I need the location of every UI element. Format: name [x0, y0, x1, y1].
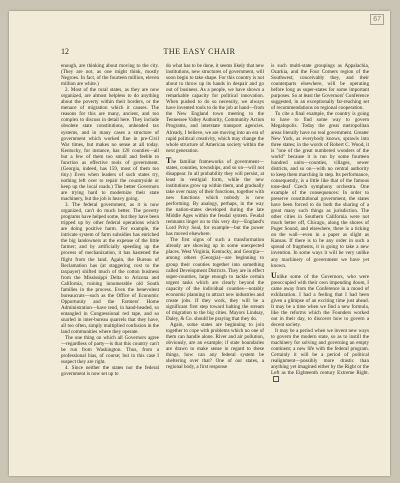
archive-folio-mark: 67 [370, 14, 384, 25]
paragraph-with-dropcap [271, 270, 369, 328]
text-column-3 [271, 63, 369, 465]
paragraph: is such multi-state groupings as Appalachia, Ozarkia, and the Four Corners region of the Southwest; conceivably they, and their counterparts elsewhere, will be operating before long as super-states for some important purposes. So at least the Governors' Conference suggested, in an exceptionally far-reaching set of recommendations on regional cooperation. [271, 63, 369, 112]
paragraph-body: It may be a period when we invent new ways to govern the modern state, so as to instill the machinery for solving and governing an empty continent; a new life with the federal program. Certainly it will be a period of political realignment—possibly more drastic than anything yet imagined either by the Right or the Left as the Eighteenth century Extreme Right. [271, 328, 369, 377]
paragraph: The one thing on which all Governors agree—regardless of party—is that this country can't be run from Washington. Thus, from a professional bias, of course; but in this case I suspect they are right. [61, 335, 159, 366]
text-column-2 [166, 63, 264, 465]
paragraph-with-dropcap [166, 155, 264, 238]
paragraph: The first signs of such a transformation already are showing up in some unexpected places. West Virginia, Kentucky, and Georgia—among others (Georgia)—are beginning to group their counties together into something called Development Districts. They are in effect super-counties, large enough to tackle certain urgent tasks which are clearly beyond the capacity of the individual counties—notably economic planning to attract new industries and create jobs. If they work, they will be a significant first step toward halting the stream of migration to the big cities. Mayors Lindsay, Daley, & Co. should be praying that they do. [166, 237, 264, 322]
paragraph: enough, are thinking about moving to the city. (They are not, as one might think, mostly Negroes. In fact, of the fourteen million, eleven million are white.) [61, 63, 159, 88]
paragraph: 3. The federal government, as it is now organized, can't do much better. The poverty programs have helped some, but they have been tripped up by other federal operations which are doing positive harm. For example, the intricate system of farm subsidies has enriched the big landowners at the expense of the little farmer; and by artificially speeding up the process of mechanization, it has hastened the flight from the land. Again, the Bureau of Reclamation has (at staggering cost to the taxpayer) shifted much of the cotton business from the Mississippi Delta to Arizona and California, ruining innumerable old South families in the process. Even the benevolent bureaucrats—such as the Office of Economic Opportunity and the Farmers' Home Administration—have tend, in hand-headed, so entangled in Congressional red tape, and so snarled in inter-bureau quarrels that they have, all too often, simply multiplied confusion in the land communities where they operate. [61, 202, 159, 336]
paragraph [271, 328, 369, 383]
paragraph: 2. Most of the rural states, as they are now organized, are almost helpless to do anything about the poverty within their borders, or the menace of migration which it causes. The reasons for this are many, ancient, and too complex to discuss in detail here. They include obsolete state constitutions, unheaded tax systems, and in many cases a structure of government which worked fine in pre-Civil War times, but makes no sense at all today. Kentucky, for instance, has 120 counties—all but a few of them too small and feeble to function as effective tools of government. (Georgia, indeed, has 159, most of them too tiny.) Even when leaders of such states try, nothing left over to repair the countryside or keep up the local roads.) The better Governors are trying hard to modernize their state machinery, but the job is heavy going. [61, 87, 159, 203]
paragraph-body: nlike some of the Governors, who were preoccupied with their own impending doom, I came away from the Conference in a mood of exhilaration. I had a feeling that I had been given a glimpse of an exciting time just ahead. It may be a time when we find a new formula, like the reforms which the Founders worked out in their day, to discover how to govern a decent society. [271, 273, 369, 328]
paragraph: Again, some states are beginning to join together to cope with problems which no one of them can handle alone. River and air pollution, obviously, are an example; if state boundaries are drawn to make sense in regard to these things, how can any federal system be sheltering over that? One of our states, a regional body, a first response [166, 321, 264, 371]
paragraph-body: he familiar frameworks of government—states, counties, townships, and so on—will not disappear. In all probability they will persist, at least in vestigial form, while the new institutions grow up within them, and gradually take over many of their functions, together with new functions which nobody is now performing. By analogy, perhaps, in the way the nation-states developed during the late Middle Ages within the feudal system. Feudal remnants linger on to this very day—England's Lord Privy Seal, for example—but the power has moved elsewhere. [166, 158, 264, 238]
drop-cap: T [166, 155, 172, 165]
end-mark-icon [273, 376, 279, 382]
paragraph: To cite a final example, the country is going to have to find some way to govern Megalopolis. Today the great metropolitan areas literally have no real government. Greater New York, as everybody knows, sprawls into three states; in the words of Robert C. Wood, it is "one of the great numbered wonders of the world" because it is run by some fourteen hundred units—counties, villages, sewer districts, and so on—with no central authority to keep them marching in step. Its performance, consequently, is a little like that of the famous tone-deaf Czech symphony orchestra. One example of the consequences: In order to preserve constitutional government, the states have been forced to do both the sharing of a great many such things as jurisdiction. The other cities in Southern California were not much better off, Chicago, along the shores of Puget Sound, and elsewhere, there is a ticking on the wall—even in a paper as slight as Kansas. If there is to be any order in such a spread of fragments, it is going to take a new invention. In some ways it will be very unlike any machinery of government we have yet known. [271, 111, 369, 269]
paragraph: do what has to be done, it seems likely that new institutions, new structures of government, will soon begin to take shape. For this country is not about to throw up its hands in despair and go out of business. As a people, we have shown a remarkable capacity for political innovation. When pushed to do so necessity, we always have invented tools to do the job at hand—from the New England town meeting to the Tennessee Valley Authority, Community Action Programs, and interstate transport agencies. Already, I believe, we are moving into an era of rapid political creativity, which may change the whole structure of American society within the next generation. [166, 63, 264, 154]
running-head: THE EASY CHAIR [163, 47, 236, 56]
paragraph: 4. Since neither the states nor the federal government is now set up to [61, 365, 159, 378]
page-number: 12 [61, 47, 69, 56]
drop-cap: U [271, 270, 277, 280]
magazine-page [9, 11, 390, 476]
text-column-1 [61, 63, 159, 465]
